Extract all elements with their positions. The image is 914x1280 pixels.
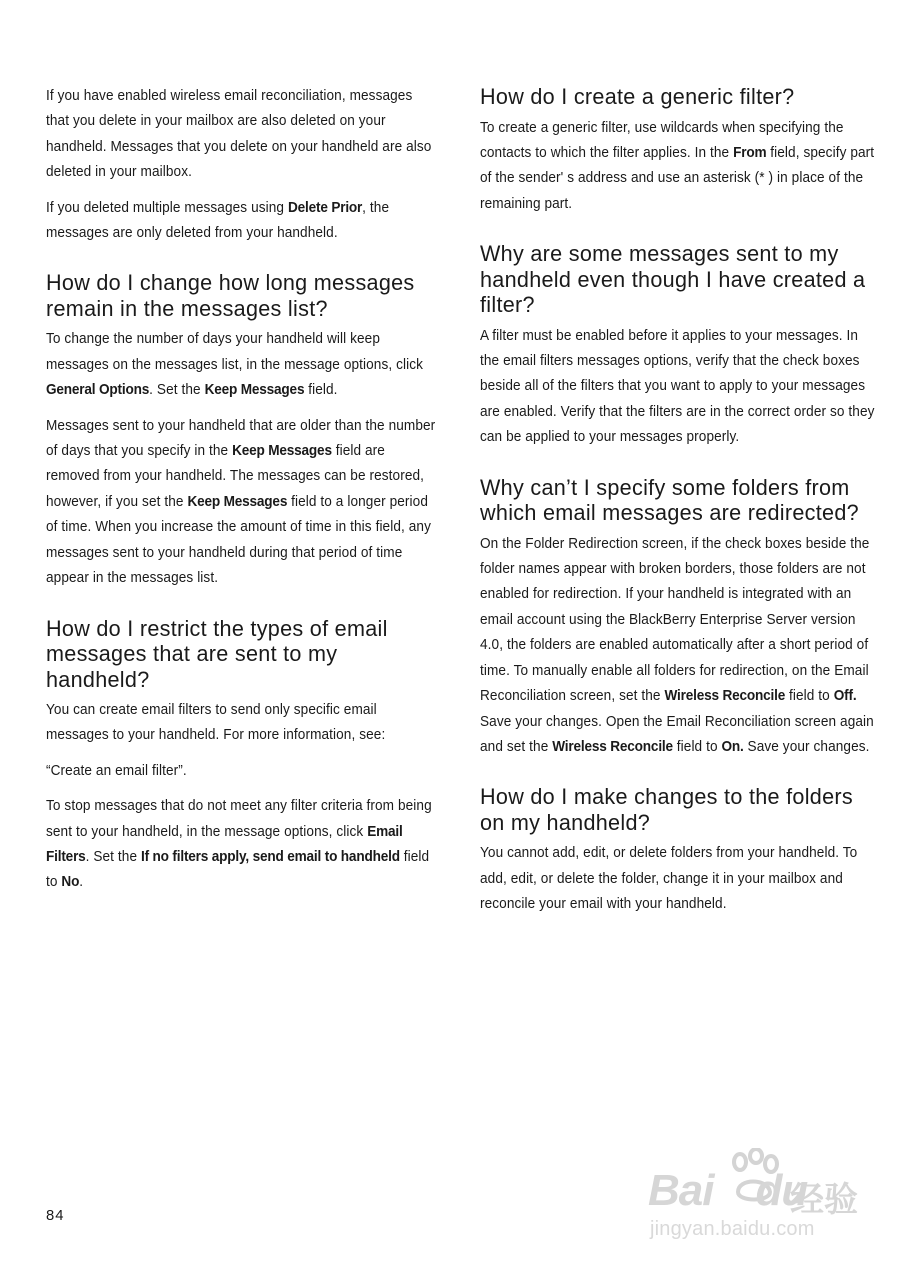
keep-messages-term: Keep Messages	[232, 443, 332, 460]
general-options-term: General Options	[46, 382, 150, 399]
wireless-reconcile-term: Wireless Reconcile	[552, 738, 673, 755]
restrict-paragraph-2: “Create an email filter”.	[46, 762, 187, 779]
heading-change-folders: How do I make changes to the folders on my handheld?	[480, 784, 853, 835]
delete-prior-term: Delete Prior	[287, 199, 363, 216]
off-value-term: Off.	[833, 688, 857, 705]
page-number: 84	[46, 1208, 65, 1224]
baidu-jingyan-watermark	[640, 1140, 870, 1250]
heading-change-message-retention: How do I change how long messages remain in the messages list?	[46, 270, 415, 321]
intro-paragraph-1: If you have enabled wireless email reconciliation, messages that you delete in your mailbox are also deleted on your handheld. Messages that you delete on your handheld are also deleted in your mailbox.	[46, 88, 432, 181]
heading-folder-redirection: Why can’t I specify some folders from which email messages are redirected?	[480, 474, 859, 526]
watermark-url: jingyan.baidu.com	[650, 1218, 815, 1240]
intro-paragraph-2: If you deleted multiple messages using Delete Prior, the messages are only deleted from your handheld.	[46, 199, 390, 242]
heading-filter-not-working: Why are some messages sent to my handheld even though I have created a filter?	[480, 241, 866, 318]
restrict-paragraph-1: You can create email filters to send only specific email messages to your handheld. For more information, see:	[46, 702, 386, 744]
from-term: From	[733, 144, 767, 161]
email-filters-term: Email Filters	[46, 823, 403, 866]
left-column	[46, 84, 438, 906]
wireless-reconcile-term: Wireless Reconcile	[664, 688, 786, 705]
watermark-chinese: 经验	[790, 1180, 858, 1220]
restrict-paragraph-3: To stop messages that do not meet any filter criteria from being sent to your handheld, in the message options, click Email Filters. Set the If no filters apply, send email to handheld field to No.	[46, 798, 432, 891]
heading-generic-filter: How do I create a generic filter?	[480, 84, 795, 109]
on-value-term: On.	[721, 738, 744, 755]
no-value-term: No	[61, 874, 80, 891]
folder-redirection-paragraph: On the Folder Redirection screen, if the check boxes beside the folder names appear with broken borders, those folders are not enabled for redirection. If your handheld is integrated with an email account using the BlackBerry Enterprise Server version 4.0, the folders are enabled automatically after a short period of time. To manually enable all folders for redirection, on the Email Reconciliation screen, set the Wireless Reconcile field to Off. Save your changes. Open the Email Reconciliation screen again and set the Wireless Reconcile field to On. Save your changes.	[480, 535, 874, 755]
if-no-filters-apply-term: If no filters apply, send email to handheld	[140, 849, 400, 866]
keep-messages-term: Keep Messages	[187, 493, 288, 510]
filter-not-working-paragraph: A filter must be enabled before it applies to your messages. In the email filters messages options, verify that the check boxes beside all of the filters that you want to apply to your messages are enabled. Verify that the filters are in the correct order so they can be applied to your messages properly.	[480, 327, 875, 446]
right-column	[480, 84, 880, 928]
generic-filter-paragraph: To create a generic filter, use wildcards when specifying the contacts to which the filter applies. In the From field, specify part of the sender' s address and use an asterisk (* ) in place of the remaining part.	[480, 119, 875, 212]
change-folders-paragraph: You cannot add, edit, or delete folders from your handheld. To add, edit, or delete the folder, change it in your mailbox and reconcile your email with your handheld.	[480, 845, 858, 913]
keep-messages-term: Keep Messages	[204, 382, 305, 399]
retention-paragraph-1: To change the number of days your handheld will keep messages on the messages list, in the message options, click General Options. Set the Keep Messages field.	[46, 331, 424, 399]
heading-restrict-message-types: How do I restrict the types of email messages that are sent to my handheld?	[46, 615, 388, 692]
retention-paragraph-2: Messages sent to your handheld that are older than the number of days that you specify in the Keep Messages field are removed from your handheld. The messages can be restored, however, if you set the Keep Messages field to a longer period of time. When you increase the amount of time in this field, any messages sent to your handheld during that period of time appear in the messages list.	[46, 417, 436, 587]
watermark-brand: Bai du	[648, 1166, 808, 1215]
